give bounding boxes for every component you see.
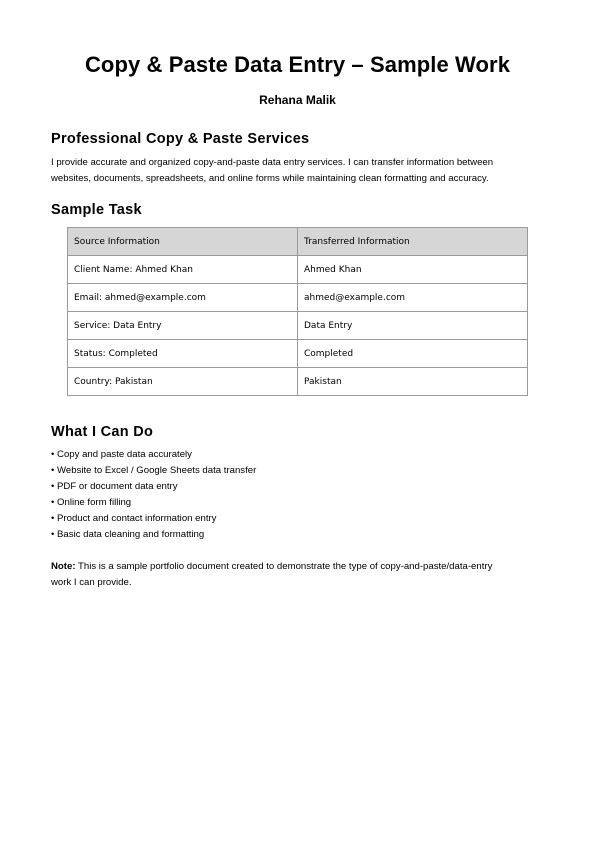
transferred-cell: Completed bbox=[298, 340, 528, 368]
transferred-cell: Ahmed Khan bbox=[298, 256, 528, 284]
bullet: • bbox=[51, 497, 55, 508]
list-item bbox=[51, 479, 256, 495]
bullet: • bbox=[51, 529, 55, 540]
source-cell: Service: Data Entry bbox=[68, 312, 298, 340]
note-text: This is a sample portfolio document created to demonstrate the type of copy-and-paste/data-entry bbox=[78, 561, 493, 572]
list-item-text: Product and contact information entry bbox=[57, 513, 217, 524]
transferred-cell: Data Entry bbox=[298, 312, 528, 340]
list-item bbox=[51, 463, 256, 479]
services-paragraph bbox=[51, 155, 551, 187]
column-header-source: Source Information bbox=[68, 228, 298, 256]
source-cell: Status: Completed bbox=[68, 340, 298, 368]
list-item-text: Basic data cleaning and formatting bbox=[57, 529, 205, 540]
note-paragraph bbox=[51, 559, 551, 591]
list-item bbox=[51, 447, 256, 463]
bullet: • bbox=[51, 513, 55, 524]
bullet: • bbox=[51, 449, 55, 460]
list-item bbox=[51, 527, 256, 543]
source-cell: Client Name: Ahmed Khan bbox=[68, 256, 298, 284]
sample-task-heading: Sample Task bbox=[51, 202, 142, 218]
list-item bbox=[51, 511, 256, 527]
author-name: Rehana Malik bbox=[259, 93, 336, 107]
table-header-row bbox=[68, 228, 528, 256]
source-cell: Country: Pakistan bbox=[68, 368, 298, 396]
bullet: • bbox=[51, 481, 55, 492]
source-cell: Email: ahmed@example.com bbox=[68, 284, 298, 312]
note-label: Note: bbox=[51, 561, 76, 572]
services-paragraph-line: I provide accurate and organized copy-and-paste data entry services. I can transfer information between bbox=[51, 157, 494, 168]
list-item-text: Website to Excel / Google Sheets data transfer bbox=[57, 465, 257, 476]
transferred-cell: Pakistan bbox=[298, 368, 528, 396]
column-header-transferred: Transferred Information bbox=[298, 228, 528, 256]
bullet: • bbox=[51, 465, 55, 476]
table-row bbox=[68, 340, 528, 368]
services-heading: Professional Copy & Paste Services bbox=[51, 131, 310, 147]
capabilities-list bbox=[51, 447, 256, 543]
services-paragraph-line: websites, documents, spreadsheets, and online forms while maintaining clean formatting and accuracy. bbox=[51, 173, 489, 184]
transferred-cell: ahmed@example.com bbox=[298, 284, 528, 312]
note-line bbox=[51, 559, 551, 575]
capabilities-heading: What I Can Do bbox=[51, 424, 154, 440]
note-line: work I can provide. bbox=[51, 577, 132, 588]
table-row bbox=[68, 284, 528, 312]
list-item-text: Online form filling bbox=[57, 497, 132, 508]
list-item bbox=[51, 495, 256, 511]
table-row bbox=[68, 312, 528, 340]
table-row bbox=[68, 256, 528, 284]
list-item-text: Copy and paste data accurately bbox=[57, 449, 192, 460]
table-row bbox=[68, 368, 528, 396]
sample-task-table bbox=[67, 227, 528, 396]
list-item-text: PDF or document data entry bbox=[57, 481, 178, 492]
document-title: Copy & Paste Data Entry – Sample Work bbox=[84, 52, 511, 77]
